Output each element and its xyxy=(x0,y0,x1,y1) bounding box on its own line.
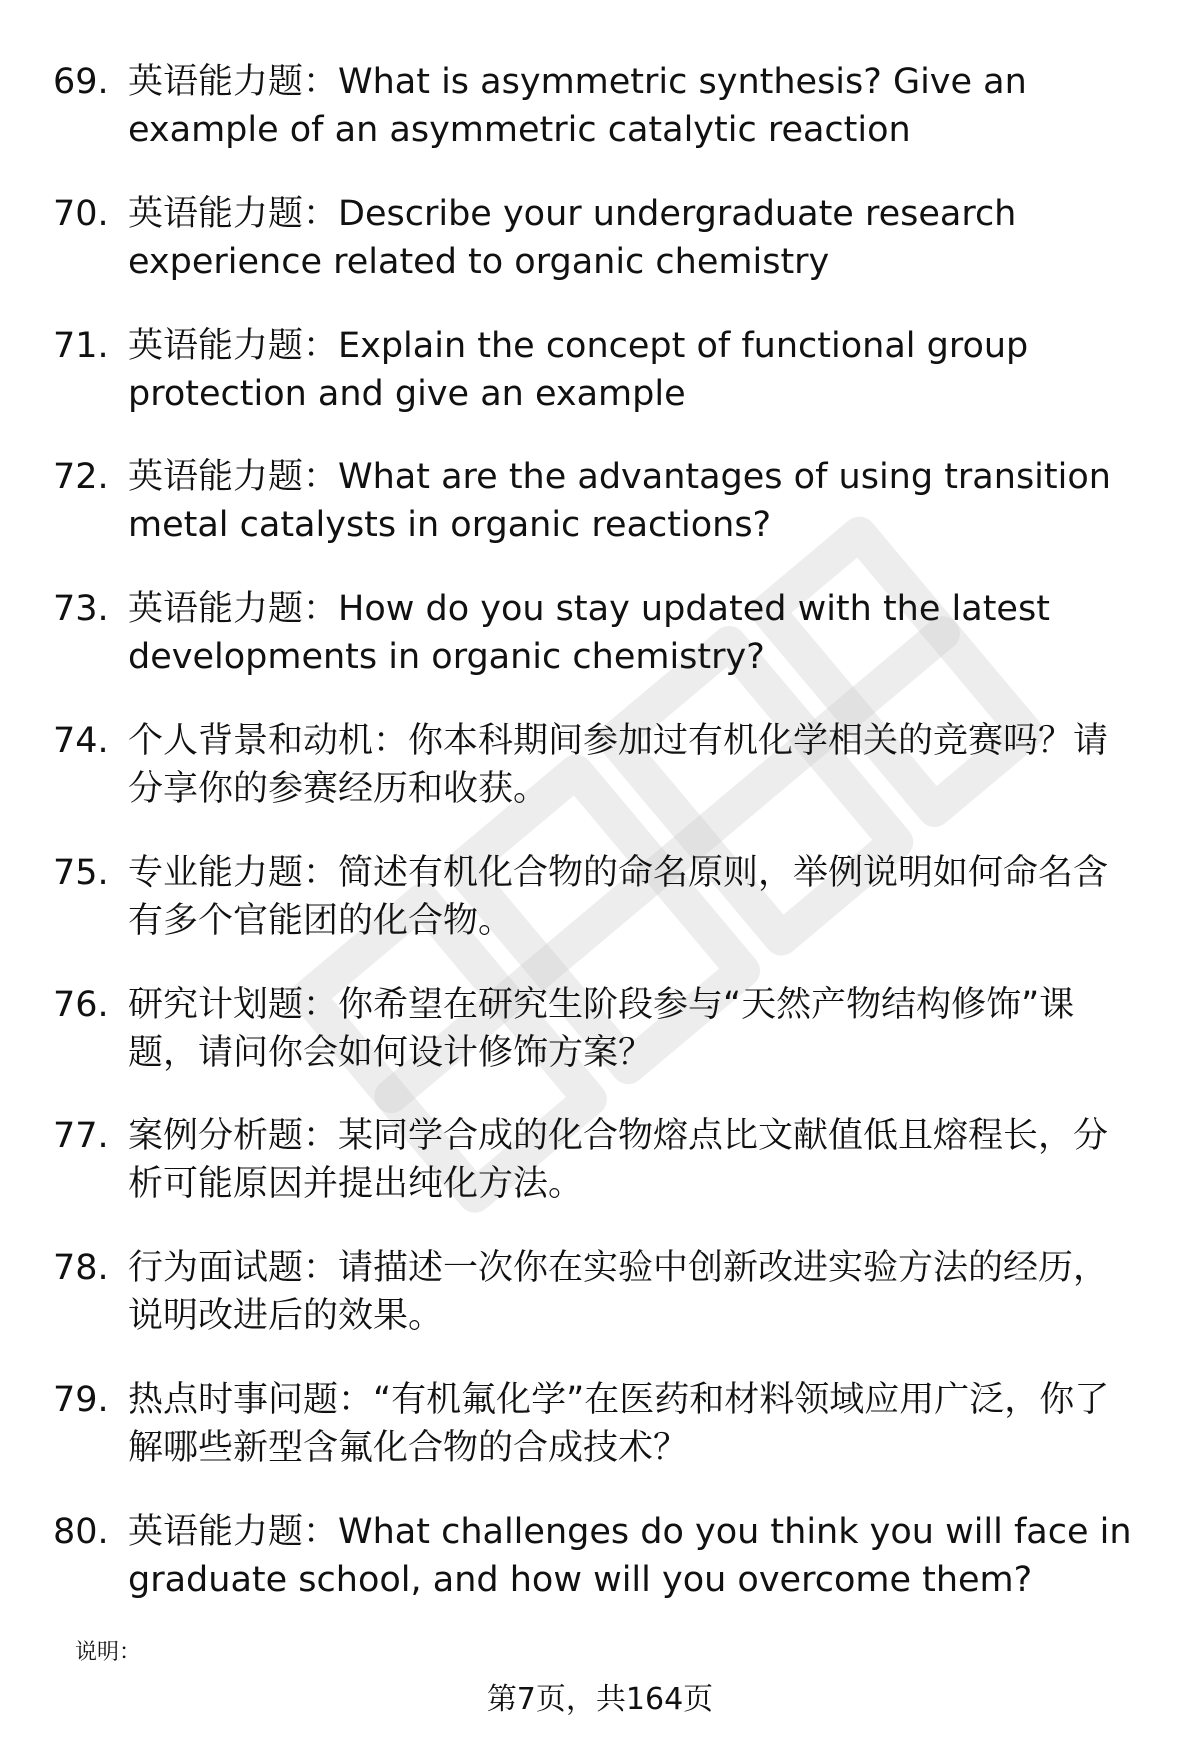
question-item xyxy=(0,717,1200,849)
question-text: 专业能力题：简述有机化合物的命名原则，举例说明如何命名含有多个官能团的化合物。 xyxy=(128,852,1109,941)
question-number: 75. xyxy=(53,852,109,893)
question-number: 71. xyxy=(53,325,109,366)
question-list xyxy=(0,58,1200,1640)
question-item xyxy=(0,981,1200,1113)
question-number: 69. xyxy=(53,62,109,102)
question-text: 英语能力题：Explain the concept of functional group protection and give an example xyxy=(128,325,1029,414)
question-item xyxy=(0,453,1200,585)
question-item xyxy=(0,849,1200,981)
question-text: 行为面试题：请描述一次你在实验中创新改进实验方法的经历，说明改进后的效果。 xyxy=(128,1248,1109,1337)
question-text: 英语能力题：Describe your undergraduate research experience related to organic chemistry xyxy=(128,193,1017,282)
question-item xyxy=(0,322,1200,454)
question-number: 78. xyxy=(53,1248,109,1289)
question-text: 案例分析题：某同学合成的化合物熔点比文献值低且熔程长，分析可能原因并提出纯化方法。 xyxy=(128,1116,1109,1205)
question-text: 热点时事问题：“有机氟化学”在医药和材料领域应用广泛，你了解哪些新型含氟化合物的合成技术？ xyxy=(128,1379,1110,1468)
question-text: 研究计划题：你希望在研究生阶段参与“天然产物结构修饰”课题，请问你会如何设计修饰方案？ xyxy=(128,984,1075,1073)
page-footer: 第7页，共164页 xyxy=(486,1682,714,1717)
question-text: 英语能力题：What challenges do you think you will face in graduate school, and how will you overcome them? xyxy=(128,1511,1132,1600)
question-number: 74. xyxy=(53,720,109,761)
question-text: 英语能力题：What is asymmetric synthesis? Give an example of an asymmetric catalytic reaction xyxy=(128,62,1027,150)
note-label: 说明： xyxy=(75,1640,142,1665)
question-item xyxy=(0,58,1200,190)
question-item xyxy=(0,190,1200,322)
question-item xyxy=(0,585,1200,717)
question-item xyxy=(0,1508,1200,1640)
question-number: 76. xyxy=(53,984,109,1025)
question-number: 79. xyxy=(53,1379,109,1420)
question-text: 个人背景和动机：你本科期间参加过有机化学相关的竞赛吗？请分享你的参赛经历和收获。 xyxy=(128,720,1109,809)
question-item xyxy=(0,1244,1200,1376)
question-number: 77. xyxy=(53,1116,109,1157)
question-item xyxy=(0,1376,1200,1508)
question-number: 70. xyxy=(53,193,109,234)
question-number: 73. xyxy=(53,589,109,630)
question-number: 80. xyxy=(53,1511,109,1552)
question-item xyxy=(0,1112,1200,1244)
question-text: 英语能力题：What are the advantages of using transition metal catalysts in organic reactions? xyxy=(128,457,1111,546)
question-text: 英语能力题：How do you stay updated with the latest developments in organic chemistry? xyxy=(128,589,1050,678)
question-number: 72. xyxy=(53,457,109,498)
